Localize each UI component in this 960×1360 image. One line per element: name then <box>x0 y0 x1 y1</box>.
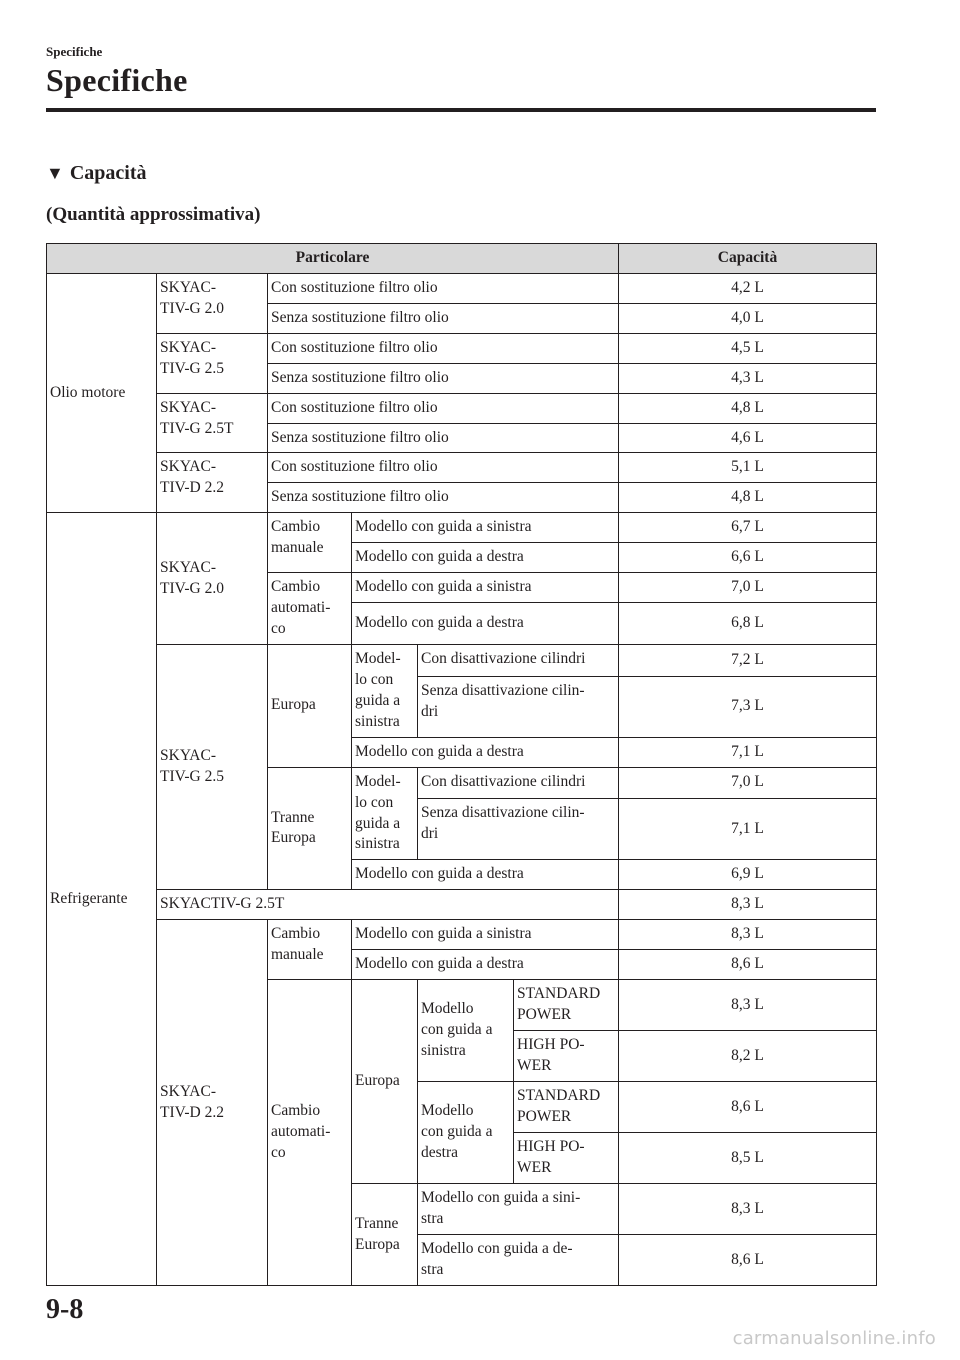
engine-cell: SKYAC- TIV-G 2.5T <box>157 393 268 453</box>
capacity-value: 8,3 L <box>619 920 877 950</box>
group-refrigerante: Refrigerante <box>47 513 157 1286</box>
drive-cell: Modello con guida a sinistra <box>418 980 514 1082</box>
power-cell: STANDARD POWER <box>514 980 619 1031</box>
engine-cell: SKYAC- TIV-D 2.2 <box>157 453 268 513</box>
capacity-value: 6,6 L <box>619 543 877 573</box>
row-label: Modello con guida a destra <box>352 543 619 573</box>
group-olio-motore: Olio motore <box>47 273 157 512</box>
capacity-value: 4,8 L <box>619 483 877 513</box>
table-row <box>47 393 877 423</box>
capacity-value: 4,0 L <box>619 303 877 333</box>
capacity-value: 4,5 L <box>619 333 877 363</box>
row-label: SKYACTIV-G 2.5T <box>157 890 619 920</box>
capacity-value: 8,6 L <box>619 1235 877 1286</box>
row-label: Senza sostituzione filtro olio <box>268 303 619 333</box>
row-label: Senza disattivazione cilin- dri <box>418 799 619 860</box>
triangle-down-icon: ▼ <box>46 163 64 183</box>
capacity-value: 6,7 L <box>619 513 877 543</box>
table-row <box>47 453 877 483</box>
watermark: carmanualsonline.info <box>732 1328 936 1349</box>
row-label: Modello con guida a destra <box>352 737 619 767</box>
row-label: Modello con guida a destra <box>352 860 619 890</box>
capacity-value: 7,0 L <box>619 767 877 799</box>
row-label: Con sostituzione filtro olio <box>268 453 619 483</box>
drive-cell: Model- lo con guida a sinistra <box>352 645 418 738</box>
capacity-value: 4,3 L <box>619 363 877 393</box>
row-label: Con sostituzione filtro olio <box>268 393 619 423</box>
table-row <box>47 890 877 920</box>
table-row <box>47 513 877 543</box>
table-header-row <box>47 244 877 274</box>
transmission-cell: Cambio manuale <box>268 513 352 573</box>
market-cell: Tranne Europa <box>268 767 352 890</box>
capacity-value: 7,1 L <box>619 737 877 767</box>
capacity-value: 6,9 L <box>619 860 877 890</box>
page-title: Specifiche <box>46 62 188 98</box>
capacity-value: 8,6 L <box>619 950 877 980</box>
capacity-value: 7,1 L <box>619 799 877 860</box>
power-cell: HIGH PO- WER <box>514 1031 619 1082</box>
engine-cell: SKYAC- TIV-G 2.0 <box>157 273 268 333</box>
engine-cell: SKYAC- TIV-G 2.5 <box>157 645 268 890</box>
row-label: Con sostituzione filtro olio <box>268 273 619 303</box>
engine-cell: SKYAC- TIV-G 2.5 <box>157 333 268 393</box>
row-label: Modello con guida a sinistra <box>352 573 619 603</box>
market-cell: Europa <box>268 645 352 768</box>
capacity-value: 7,3 L <box>619 676 877 737</box>
capacity-value: 8,3 L <box>619 980 877 1031</box>
row-label: Senza disattivazione cilin- dri <box>418 676 619 737</box>
engine-cell: SKYAC- TIV-G 2.0 <box>157 513 268 645</box>
table-row <box>47 645 877 677</box>
table-row <box>47 920 877 950</box>
market-cell: Europa <box>352 980 418 1184</box>
capacity-value: 8,2 L <box>619 1031 877 1082</box>
row-label: Senza sostituzione filtro olio <box>268 363 619 393</box>
capacity-value: 5,1 L <box>619 453 877 483</box>
row-label: Senza sostituzione filtro olio <box>268 483 619 513</box>
power-cell: STANDARD POWER <box>514 1082 619 1133</box>
capacity-value: 8,3 L <box>619 890 877 920</box>
row-label: Modello con guida a sinistra <box>352 513 619 543</box>
row-label: Con disattivazione cilindri <box>418 767 619 799</box>
page-number: 9-8 <box>46 1294 84 1325</box>
subheading: (Quantità approssimativa) <box>46 204 261 225</box>
market-cell: Tranne Europa <box>352 1184 418 1286</box>
row-label: Senza sostituzione filtro olio <box>268 423 619 453</box>
row-label: Con sostituzione filtro olio <box>268 333 619 363</box>
power-cell: HIGH PO- WER <box>514 1133 619 1184</box>
transmission-cell: Cambio manuale <box>268 920 352 980</box>
table-row <box>47 333 877 363</box>
section-heading-text: Capacità <box>69 162 147 184</box>
capacity-value: 4,8 L <box>619 393 877 423</box>
table-row <box>47 273 877 303</box>
drive-cell: Modello con guida a destra <box>418 1082 514 1184</box>
engine-cell: SKYAC- TIV-D 2.2 <box>157 920 268 1286</box>
row-label: Modello con guida a destra <box>352 603 619 645</box>
section-heading <box>46 162 147 185</box>
row-label: Modello con guida a de- stra <box>418 1235 619 1286</box>
title-rule <box>46 108 876 112</box>
transmission-cell: Cambio automati- co <box>268 573 352 645</box>
header-particolare: Particolare <box>47 244 619 274</box>
capacity-value: 7,2 L <box>619 645 877 677</box>
transmission-cell: Cambio automati- co <box>268 980 352 1286</box>
row-label: Modello con guida a sinistra <box>352 920 619 950</box>
header-capacita: Capacità <box>619 244 877 274</box>
row-label: Modello con guida a sini- stra <box>418 1184 619 1235</box>
capacity-value: 7,0 L <box>619 573 877 603</box>
capacity-table <box>46 243 877 1286</box>
capacity-value: 8,5 L <box>619 1133 877 1184</box>
row-label: Con disattivazione cilindri <box>418 645 619 677</box>
capacity-value: 8,6 L <box>619 1082 877 1133</box>
running-head: Specifiche <box>46 44 103 59</box>
row-label: Modello con guida a destra <box>352 950 619 980</box>
capacity-value: 4,6 L <box>619 423 877 453</box>
capacity-value: 6,8 L <box>619 603 877 645</box>
capacity-value: 4,2 L <box>619 273 877 303</box>
capacity-value: 8,3 L <box>619 1184 877 1235</box>
drive-cell: Model- lo con guida a sinistra <box>352 767 418 860</box>
